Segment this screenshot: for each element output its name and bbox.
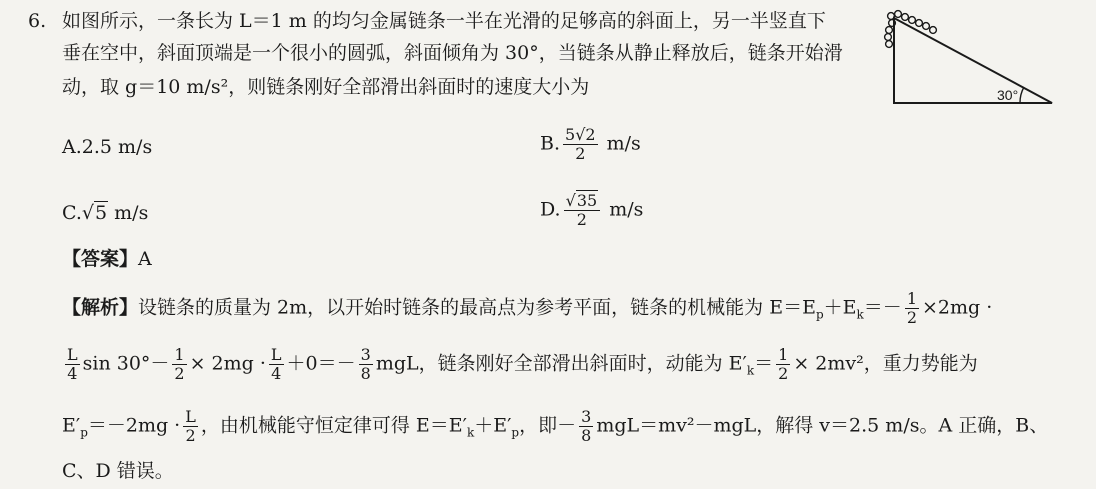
subscript: p — [511, 425, 520, 440]
denominator: 8 — [360, 364, 371, 383]
analysis-line-3 — [62, 408, 1048, 445]
analysis-text: ，由机械能守恒定律可得 E＝E′ — [200, 414, 467, 437]
question-line-3: 动，取 g＝10 m/s²，则链条刚好全部滑出斜面时的速度大小为 — [62, 76, 590, 98]
fraction — [905, 290, 919, 327]
angle-label: 30° — [997, 87, 1019, 103]
question-line-2: 垂在空中，斜面顶端是一个很小的圆弧，斜面倾角为 30°，当链条从静止释放后，链条开始滑 — [62, 42, 843, 64]
analysis-text: ＝－ — [863, 296, 902, 319]
question-number: 6. — [28, 10, 47, 32]
option-c: C.√5 m/s — [62, 202, 149, 224]
denominator: 2 — [778, 364, 789, 383]
analysis-line-1 — [62, 290, 992, 327]
analysis-text: ＋E — [823, 296, 857, 319]
denominator: 4 — [67, 364, 78, 383]
option-d-numerator: √35 — [564, 192, 601, 211]
fraction — [776, 346, 790, 383]
analysis-line-4: C、D 错误。 — [62, 460, 174, 482]
option-b-denominator: 2 — [575, 144, 586, 163]
denominator: 2 — [185, 426, 196, 445]
analysis-tag: 【解析】 — [62, 296, 139, 319]
denominator: 8 — [581, 426, 592, 445]
option-c-label: C. — [62, 202, 82, 224]
subscript: k — [746, 363, 755, 378]
fraction — [172, 346, 186, 383]
option-d-label: D. — [540, 198, 561, 221]
answer-line — [62, 246, 152, 272]
fraction — [65, 346, 80, 383]
option-d-unit: m/s — [609, 198, 644, 221]
option-b-numerator: 5√2 — [565, 125, 596, 144]
denominator: 4 — [271, 364, 282, 383]
answer-tag: 【答案】 — [62, 248, 139, 270]
subscript: k — [466, 425, 475, 440]
analysis-text: ＋E′ — [474, 414, 512, 437]
numerator: L — [270, 345, 282, 364]
analysis-text: × 2mg · — [189, 352, 266, 375]
subscript: p — [815, 307, 824, 322]
option-d-denominator: 2 — [576, 210, 587, 229]
option-d-fraction — [564, 192, 601, 229]
question-line-1: 如图所示，一条长为 L＝1 m 的均匀金属链条一半在光滑的足够高的斜面上，另一半竖直下 — [62, 10, 826, 32]
incline-chain-figure — [880, 4, 1060, 108]
analysis-text: ＋0＝－ — [286, 352, 356, 375]
analysis-text: × 2mv²，重力势能为 — [793, 352, 978, 375]
subscript: p — [80, 425, 88, 440]
option-b-label: B. — [540, 132, 561, 155]
option-b-unit: m/s — [606, 132, 641, 155]
option-a-label: A. — [62, 136, 82, 158]
analysis-text: sin 30°－ — [82, 352, 170, 375]
option-a — [62, 134, 152, 160]
answer-value: A — [138, 248, 152, 270]
analysis-text: ＝ — [754, 352, 774, 375]
numerator: 1 — [174, 345, 185, 364]
numerator: 3 — [360, 345, 371, 364]
option-c-radicand: 5 — [95, 202, 108, 224]
analysis-text: mgL，链条刚好全部滑出斜面时，动能为 E′ — [375, 352, 747, 375]
analysis-text: mgL＝mv²－mgL，解得 v＝2.5 m/s。A 正确，B、 — [596, 414, 1049, 437]
analysis-line-2 — [62, 346, 978, 383]
fraction — [269, 346, 284, 383]
option-d — [540, 192, 643, 229]
numerator: 3 — [581, 407, 592, 426]
analysis-text: ，即－ — [519, 414, 577, 437]
numerator: 1 — [778, 345, 789, 364]
denominator: 2 — [174, 364, 185, 383]
fraction — [579, 408, 593, 445]
denominator: 2 — [906, 308, 917, 327]
numerator: 1 — [906, 289, 917, 308]
option-a-text: 2.5 m/s — [81, 136, 153, 158]
fraction — [359, 346, 373, 383]
option-c-unit: m/s — [114, 202, 149, 224]
numerator: L — [67, 345, 78, 364]
analysis-text: 设链条的质量为 2m，以开始时链条的最高点为参考平面，链条的机械能为 E＝E — [138, 296, 816, 319]
analysis-text: ＝－2mg · — [87, 414, 181, 437]
option-d-radicand: 35 — [576, 191, 598, 210]
numerator: L — [185, 407, 196, 426]
analysis-text: E′ — [62, 414, 81, 437]
analysis-text: ×2mg · — [922, 296, 993, 319]
subscript: k — [856, 307, 864, 322]
option-b-fraction — [563, 126, 598, 163]
fraction — [183, 408, 198, 445]
option-b — [540, 126, 641, 163]
